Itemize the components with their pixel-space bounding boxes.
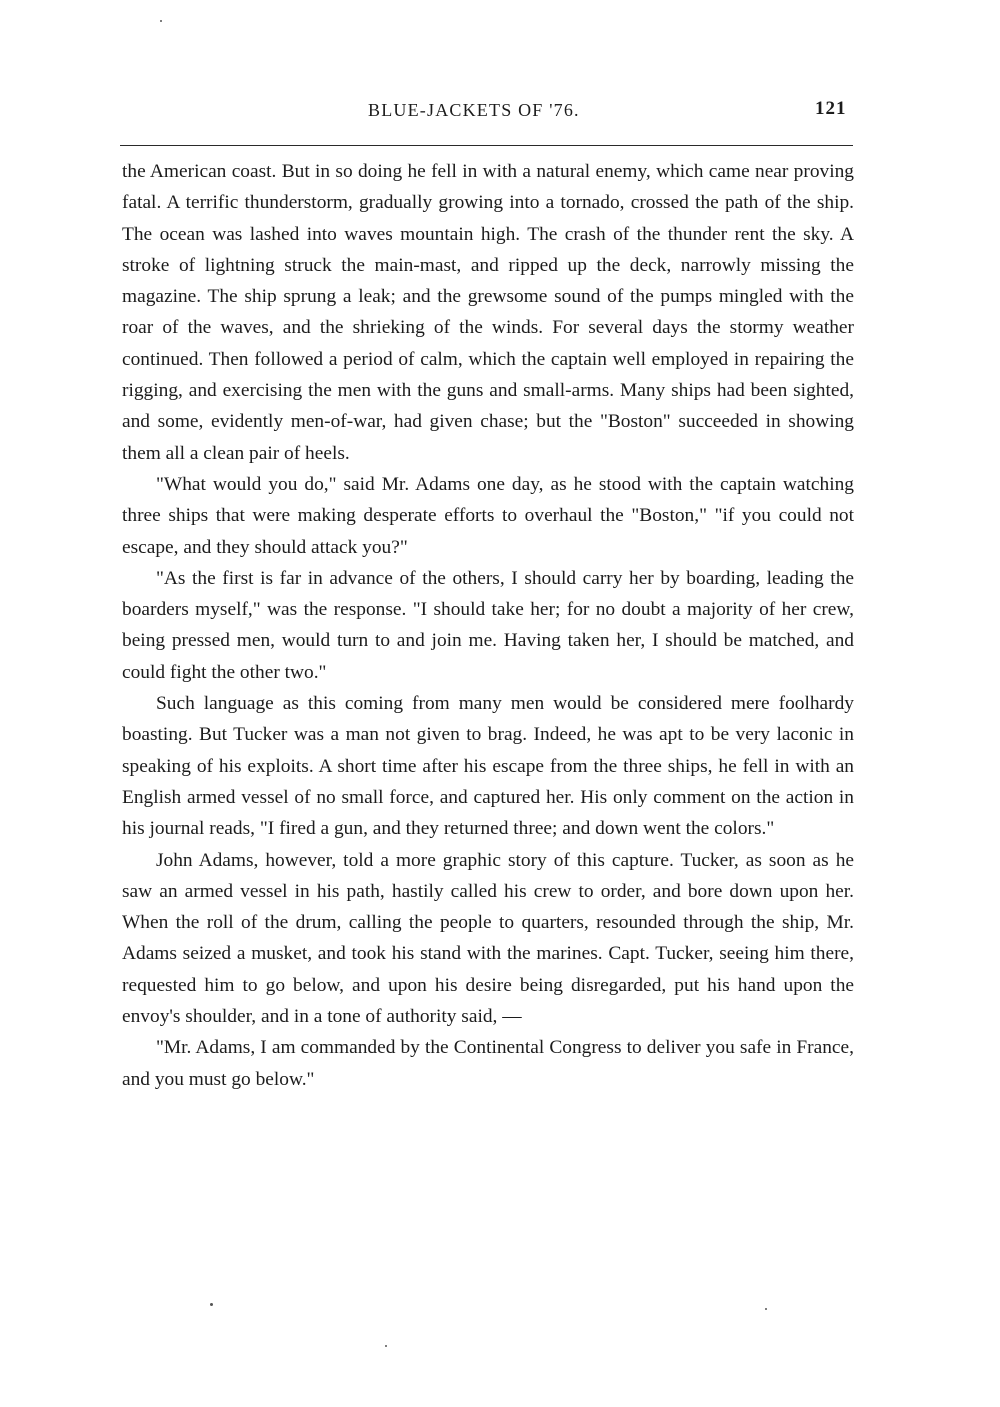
running-head: [0, 100, 1000, 130]
paragraph-6: "Mr. Adams, I am commanded by the Continental Congress to deliver you safe in France, and you must go below.": [122, 1037, 854, 1090]
paragraph-5: John Adams, however, told a more graphic story of this capture. Tucker, as soon as he saw an armed vessel in his path, hastily called his crew to order, and bore down upon her. When the roll of the drum, calling the people to quarters, resounded through the ship, Mr. Adams seized a musket, and took his stand with the marines. Capt. Tucker, seeing him there, requested him to go below, and upon his desire being disregarded, put his hand upon the envoy's shoulder, and in a tone of authority said, —: [122, 849, 854, 1028]
running-title: BLUE-JACKETS OF '76.: [368, 100, 580, 120]
header-rule: [120, 145, 853, 146]
body-text: [122, 156, 854, 1095]
paragraph-4: Such language as this coming from many men would be considered mere foolhardy boasting. But Tucker was a man not given to brag. Indeed, he was apt to be very laconic in speaking of his exploits. A short time after his escape from the three ships, he fell in with an English armed vessel of no small force, and captured her. His only comment on the action in his journal reads, "I fired a gun, and they returned three; and down went the colors.": [122, 693, 854, 840]
print-speck: [210, 1303, 213, 1306]
paragraph-3: "As the first is far in advance of the others, I should carry her by boarding, leading the boarders myself," was the response. "I should take her; for no doubt a majority of her crew, being pressed men, would turn to and join me. Having taken her, I should be matched, and could fight the other two.": [122, 567, 854, 683]
print-speck: [160, 20, 162, 22]
paragraph-1: the American coast. But in so doing he fell in with a natural enemy, which came near proving fatal. A terrific thunderstorm, gradually growing into a tornado, crossed the path of the ship. The ocean was lashed into waves mountain high. The crash of the thunder rent the sky. A stroke of lightning struck the main-mast, and ripped up the deck, narrowly missing the magazine. The ship sprung a leak; and the grewsome sound of the pumps mingled with the roar of the waves, and the shrieking of the winds. For several days the stormy weather continued. Then followed a period of calm, which the captain well employed in repairing the rigging, and exercising the men with the guns and small-arms. Many ships had been sighted, and some, evidently men-of-war, had given chase; but the "Boston" succeeded in showing them all a clean pair of heels.: [122, 161, 854, 464]
page-number: 121: [815, 98, 847, 119]
print-speck: [765, 1308, 767, 1310]
paragraph-2: "What would you do," said Mr. Adams one day, as he stood with the captain watching three ships that were making desperate efforts to overhaul the "Boston," "if you could not escape, and they should attack you?": [122, 473, 854, 558]
print-speck: [385, 1345, 387, 1347]
